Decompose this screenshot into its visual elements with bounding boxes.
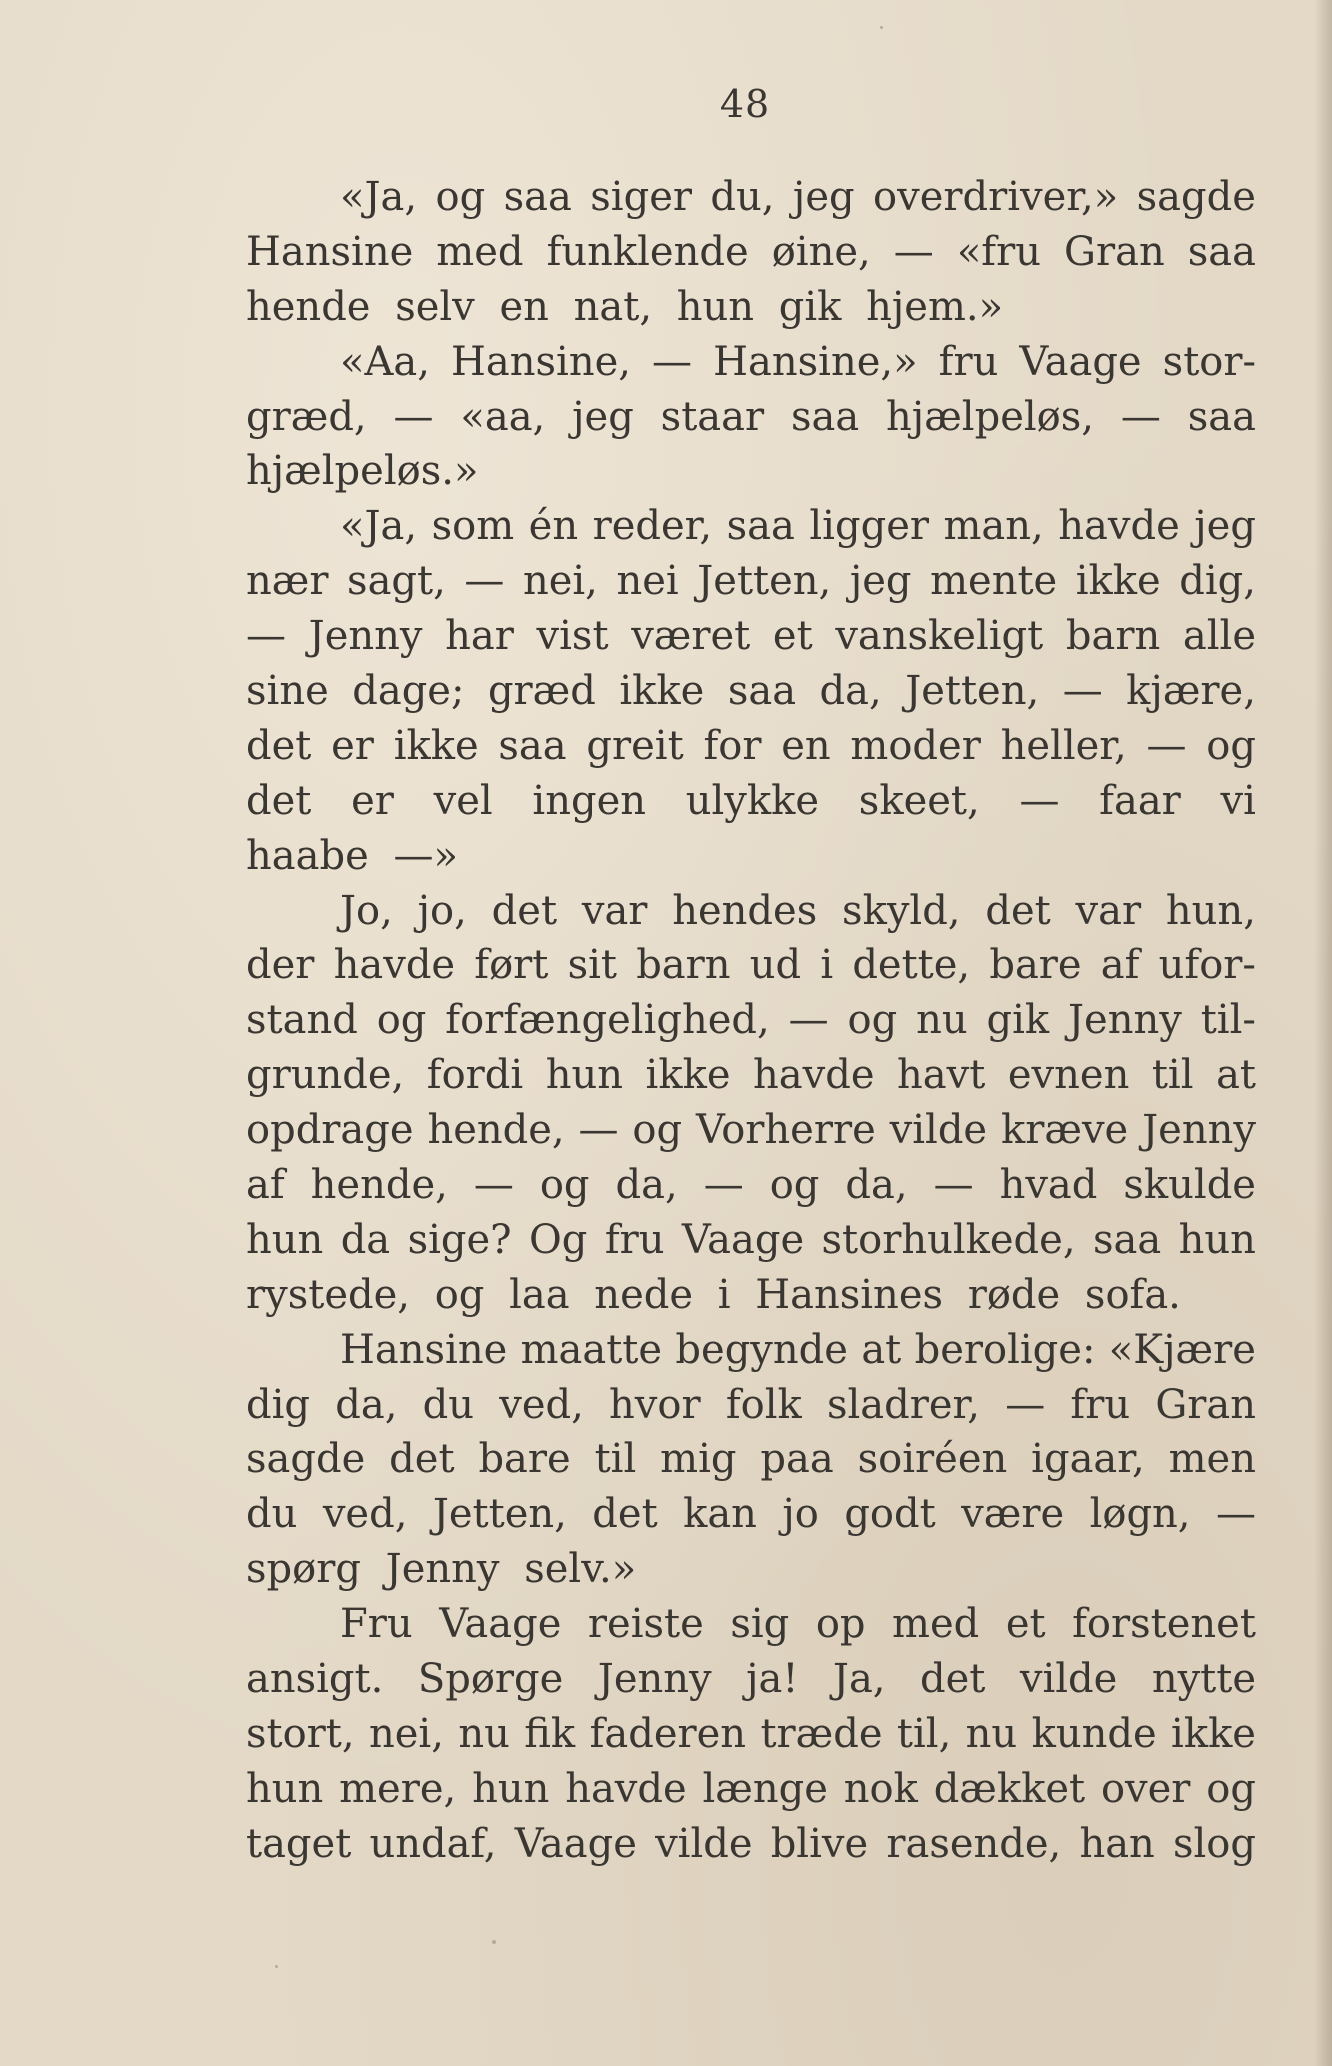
text-line: grunde, fordi hun ikke havde havt evnen til at [246, 1052, 1256, 1099]
text-line: der havde ført sit barn ud i dette, bare af ufor- [246, 942, 1256, 989]
text-line: opdrage hende, — og Vorherre vilde kræve Jenny [246, 1107, 1256, 1154]
text-line: det er vel ingen ulykke skeet, — faar vi [246, 777, 1256, 824]
text-line: Hansine maatte begynde at berolige: «Kjære [340, 1326, 1256, 1373]
text-line: hende selv en nat, hun gik hjem.» [246, 283, 1004, 330]
text-line: «Aa, Hansine, — Hansine,» fru Vaage stor- [340, 338, 1256, 385]
text-line: Jo, jo, det var hendes skyld, det var hun, [340, 887, 1256, 934]
text-line: stand og forfængelighed, — og nu gik Jenny til- [246, 997, 1256, 1044]
text-line: du ved, Jetten, det kan jo godt være løgn, — [246, 1491, 1256, 1538]
body-text [246, 170, 1256, 1872]
text-line: — Jenny har vist været et vanskeligt barn alle [246, 613, 1256, 660]
text-line: haabe —» [246, 832, 458, 879]
text-line: græd, — «aa, jeg staar saa hjælpeløs, — saa [246, 393, 1256, 440]
text-line: hun da sige? Og fru Vaage storhulkede, saa hun [246, 1216, 1256, 1263]
text-line: hjælpeløs.» [246, 448, 479, 495]
text-line: det er ikke saa greit for en moder heller, — og [246, 722, 1256, 769]
paper-speck [880, 26, 883, 29]
text-line: dig da, du ved, hvor folk sladrer, — fru Gran [246, 1381, 1256, 1428]
text-line: hun mere, hun havde længe nok dækket over og [246, 1765, 1256, 1812]
text-line: sine dage; græd ikke saa da, Jetten, — kjære, [246, 668, 1256, 715]
text-line: stort, nei, nu fik faderen træde til, nu kunde ikke [246, 1710, 1256, 1757]
text-line: sagde det bare til mig paa soiréen igaar, men [246, 1436, 1256, 1483]
text-line: Hansine med funklende øine, — «fru Gran saa [246, 228, 1256, 275]
text-line: spørg Jenny selv.» [246, 1546, 637, 1593]
paper-speck [275, 1965, 278, 1968]
text-line: af hende, — og da, — og da, — hvad skulde [246, 1162, 1256, 1209]
text-line: nær sagt, — nei, nei Jetten, jeg mente ikke dig, [246, 558, 1256, 605]
text-line: ansigt. Spørge Jenny ja! Ja, det vilde nytte [246, 1656, 1256, 1703]
page-number: 48 [719, 82, 771, 126]
text-line: Fru Vaage reiste sig op med et forstenet [340, 1601, 1256, 1648]
text-line: «Ja, og saa siger du, jeg overdriver,» sagde [340, 174, 1256, 220]
text-line: rystede, og laa nede i Hansines røde sofa. [246, 1271, 1181, 1318]
page-edge-shadow [1314, 0, 1332, 2066]
text-line: «Ja, som én reder, saa ligger man, havde jeg [340, 503, 1256, 550]
paper-speck [492, 1940, 496, 1944]
text-line: taget undaf, Vaage vilde blive rasende, han slog [246, 1820, 1256, 1867]
